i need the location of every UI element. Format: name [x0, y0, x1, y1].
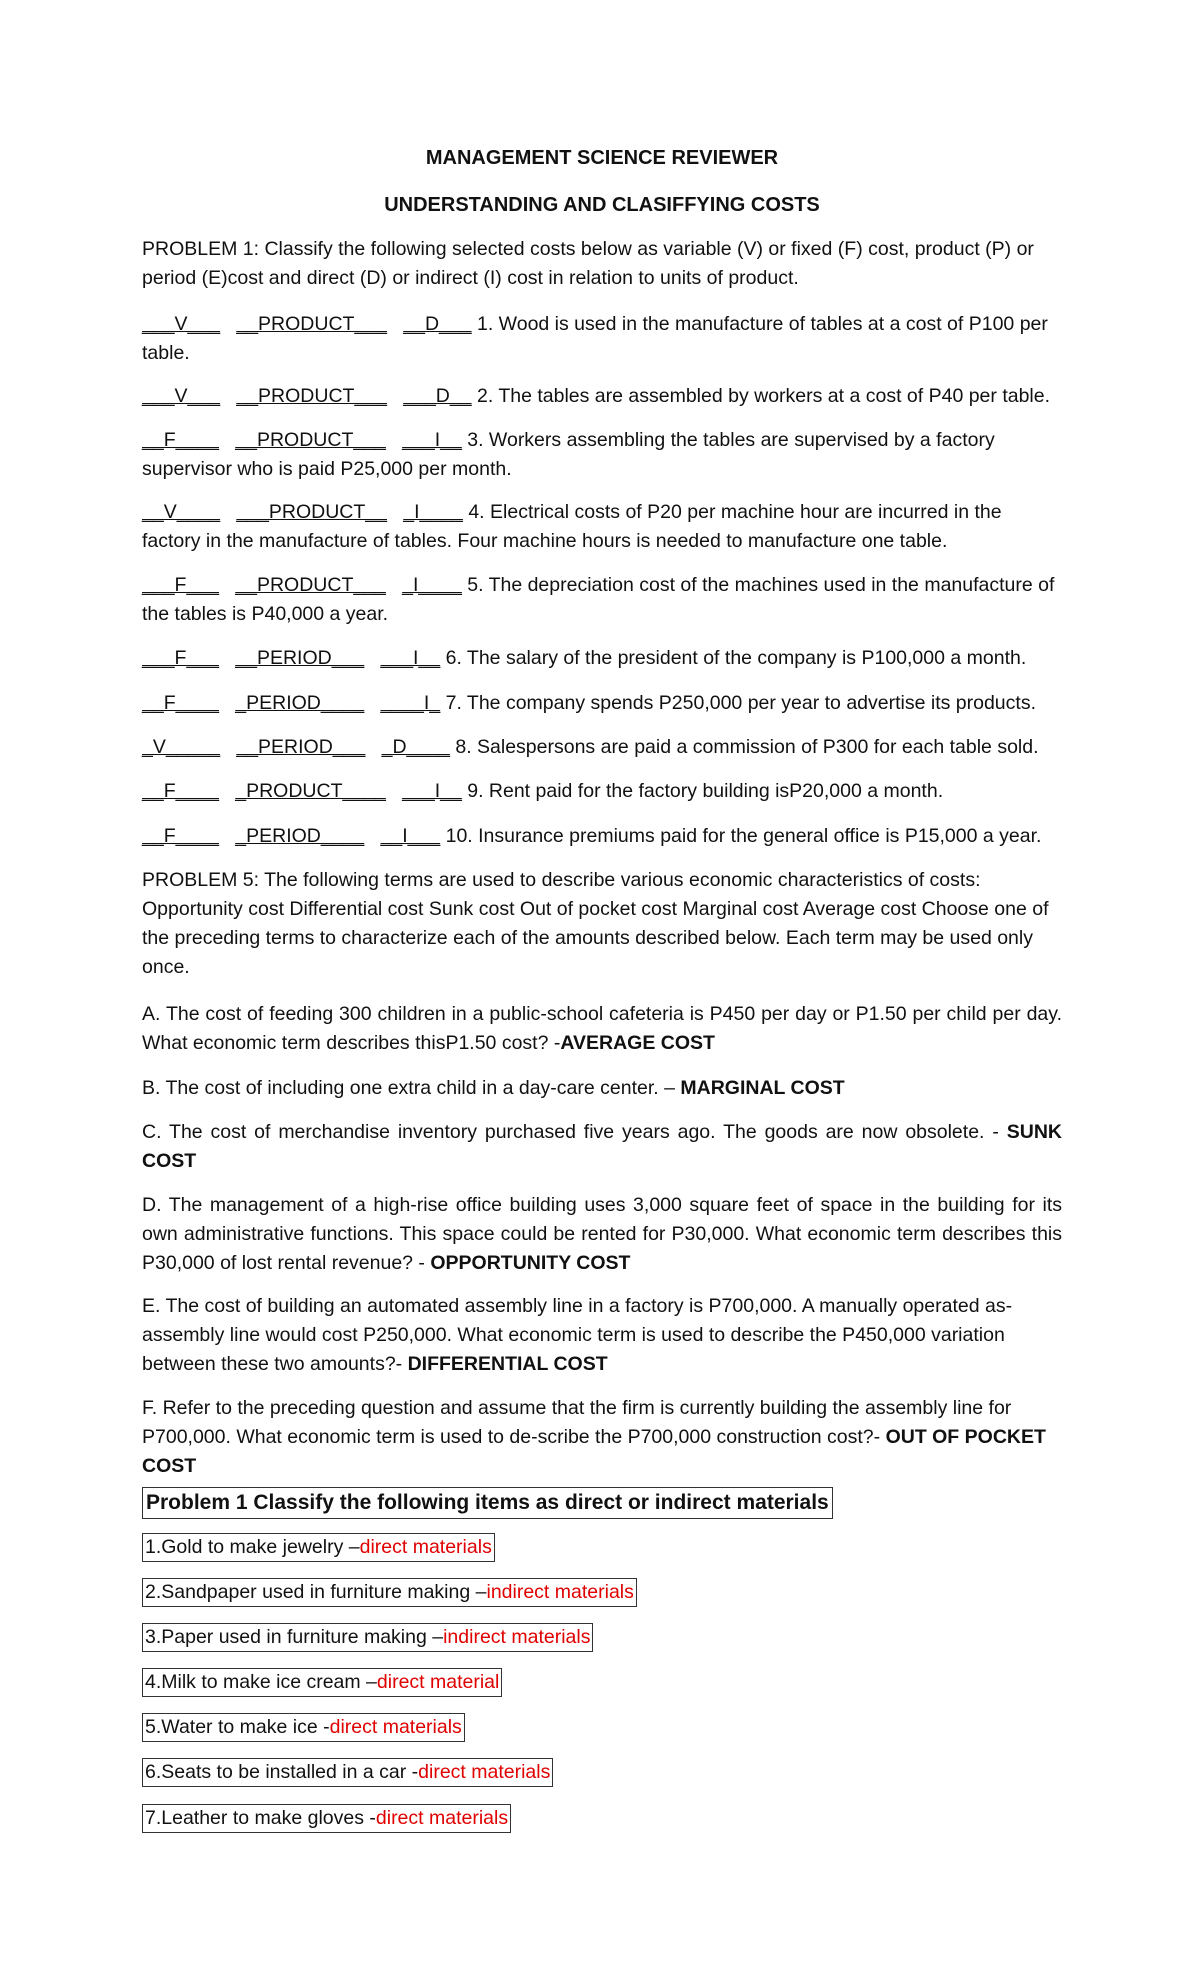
problem5-item [142, 1000, 1062, 1058]
problem5-item [142, 1191, 1062, 1278]
problem5-item [142, 1292, 1062, 1379]
product-period-answer: _PRODUCT____ [235, 780, 386, 802]
materials-item [142, 1713, 465, 1742]
direct-indirect-answer: ___I__ [402, 429, 462, 451]
answer-text: DIFFERENTIAL COST [407, 1353, 608, 1375]
problem5-item [142, 1394, 1062, 1481]
variable-fixed-answer: _V_____ [142, 736, 221, 758]
variable-fixed-answer: ___V___ [142, 313, 221, 335]
answer-text: SUNK COST [142, 1121, 1062, 1172]
item-text: 9. Rent paid for the factory building isP20,000 a month. [467, 780, 944, 802]
answer-text: direct material [376, 1671, 500, 1693]
problem1-intro: PROBLEM 1: Classify the following selected costs below as variable (V) or fixed (F) cost, product (P) or period (E)cost and direct (D) or indirect (I) cost in relation to units of product. [142, 238, 1034, 289]
materials-item [142, 1533, 495, 1562]
item-text: 2.Sandpaper used in furniture making – [145, 1581, 487, 1603]
product-period-answer: __PRODUCT___ [235, 429, 386, 451]
answer-text: AVERAGE COST [560, 1032, 715, 1054]
variable-fixed-answer: __F____ [142, 825, 219, 847]
item-text: 6. The salary of the president of the company is P100,000 a month. [445, 647, 1027, 669]
variable-fixed-answer: __F____ [142, 429, 219, 451]
materials-item [142, 1758, 553, 1787]
variable-fixed-answer: __F____ [142, 692, 219, 714]
problem1-item [142, 689, 1062, 718]
item-text: 6.Seats to be installed in a car - [145, 1761, 419, 1783]
page-title: MANAGEMENT SCIENCE REVIEWER [425, 147, 779, 169]
answer-text: direct materials [329, 1716, 462, 1738]
item-text: 3.Paper used in furniture making – [145, 1626, 444, 1648]
direct-indirect-answer: ___I__ [380, 647, 441, 669]
problem1-item [142, 822, 1062, 851]
item-text: 4.Milk to make ice cream – [145, 1671, 377, 1693]
answer-text: OPPORTUNITY COST [430, 1252, 631, 1274]
materials-item [142, 1804, 511, 1833]
product-period-answer: __PERIOD___ [235, 647, 365, 669]
answer-text: MARGINAL COST [680, 1077, 845, 1099]
product-period-answer: __PRODUCT___ [236, 313, 387, 335]
materials-item [142, 1623, 593, 1652]
direct-indirect-answer: _I____ [402, 574, 462, 596]
materials-heading: Problem 1 Classify the following items as direct or indirect materials [142, 1487, 833, 1519]
variable-fixed-answer: __V____ [142, 501, 221, 523]
item-text: 7.Leather to make gloves - [145, 1807, 376, 1829]
materials-item [142, 1668, 502, 1697]
question-text: A. The cost of feeding 300 children in a public-school cafeteria is P450 per day or P1.50 per child per day. What economic term describes thisP1.50 cost? - [142, 1003, 1062, 1054]
problem5-intro: PROBLEM 5: The following terms are used to describe various economic characteristics of costs: Opportunity cost Differential cost Sunk cost Out of pocket cost Marginal cost Average cost Choose one of the preceding terms to characterize each of the amounts described below. Each term may be used only once. [142, 869, 1049, 978]
product-period-answer: ___PRODUCT__ [236, 501, 387, 523]
item-text: 2. The tables are assembled by workers at a cost of P40 per table. [476, 385, 1051, 407]
variable-fixed-answer: ___F___ [142, 574, 219, 596]
answer-text: indirect materials [486, 1581, 634, 1603]
direct-indirect-answer: _I____ [403, 501, 463, 523]
problem1-item [142, 310, 1062, 368]
product-period-answer: _PERIOD____ [235, 825, 365, 847]
problem5-item [142, 1074, 1062, 1103]
problem5-item [142, 1118, 1062, 1176]
product-period-answer: __PRODUCT___ [236, 385, 387, 407]
problem1-item [142, 571, 1062, 629]
answer-text: direct materials [418, 1761, 551, 1783]
item-text: 5. The depreciation cost of the machines used in the manufacture of the tables is P40,000 a year. [142, 574, 1055, 625]
direct-indirect-answer: __D___ [403, 313, 472, 335]
page-subtitle: UNDERSTANDING AND CLASIFFYING COSTS [384, 194, 820, 216]
variable-fixed-answer: ___F___ [142, 647, 219, 669]
answer-text: direct materials [359, 1536, 492, 1558]
problem1-item [142, 498, 1062, 556]
item-text: 1. Wood is used in the manufacture of tables at a cost of P100 per table. [142, 313, 1048, 364]
item-text: 10. Insurance premiums paid for the general office is P15,000 a year. [445, 825, 1042, 847]
product-period-answer: __PRODUCT___ [235, 574, 386, 596]
direct-indirect-answer: ____I_ [380, 692, 441, 714]
question-text: F. Refer to the preceding question and assume that the firm is currently building the assembly line for P700,000. What economic term is used to de-scribe the P700,000 construction cost?- [142, 1397, 1012, 1448]
problem1-item [142, 382, 1062, 411]
direct-indirect-answer: _D____ [381, 736, 450, 758]
question-text: D. The management of a high-rise office building uses 3,000 square feet of space in the building for its own administrative functions. This space could be rented for P30,000. What economic term describes this P30,000 of lost rental revenue? - [142, 1194, 1062, 1274]
item-text: 8. Salespersons are paid a commission of P300 for each table sold. [455, 736, 1039, 758]
answer-text: direct materials [375, 1807, 509, 1829]
question-text: E. The cost of building an automated assembly line in a factory is P700,000. A manually operated as-assembly line would cost P250,000. What economic term is used to describe the P450,000 variation between these two amounts?- [142, 1295, 1013, 1375]
item-text: 5.Water to make ice - [145, 1716, 330, 1738]
product-period-answer: __PERIOD___ [236, 736, 366, 758]
product-period-answer: _PERIOD____ [235, 692, 365, 714]
question-text: C. The cost of merchandise inventory purchased five years ago. The goods are now obsolete. - [142, 1121, 1007, 1143]
item-text: 7. The company spends P250,000 per year to advertise its products. [445, 692, 1036, 714]
problem1-item [142, 733, 1062, 762]
direct-indirect-answer: ___I__ [402, 780, 462, 802]
problem1-item [142, 777, 1062, 806]
answer-text: OUT OF POCKET COST [142, 1426, 1046, 1477]
item-text: 4. Electrical costs of P20 per machine hour are incurred in the factory in the manufacture of tables. Four machine hours is needed to manufacture one table. [142, 501, 1002, 552]
item-text: 1.Gold to make jewelry – [145, 1536, 360, 1558]
item-text: 3. Workers assembling the tables are supervised by a factory supervisor who is paid P25,000 per month. [142, 429, 995, 480]
direct-indirect-answer: ___D__ [403, 385, 472, 407]
variable-fixed-answer: ___V___ [142, 385, 221, 407]
problem1-item [142, 426, 1062, 484]
question-text: B. The cost of including one extra child in a day-care center. – [142, 1077, 681, 1099]
variable-fixed-answer: __F____ [142, 780, 219, 802]
materials-item [142, 1578, 637, 1607]
problem1-item [142, 644, 1062, 673]
direct-indirect-answer: __I___ [380, 825, 441, 847]
answer-text: indirect materials [443, 1626, 591, 1648]
